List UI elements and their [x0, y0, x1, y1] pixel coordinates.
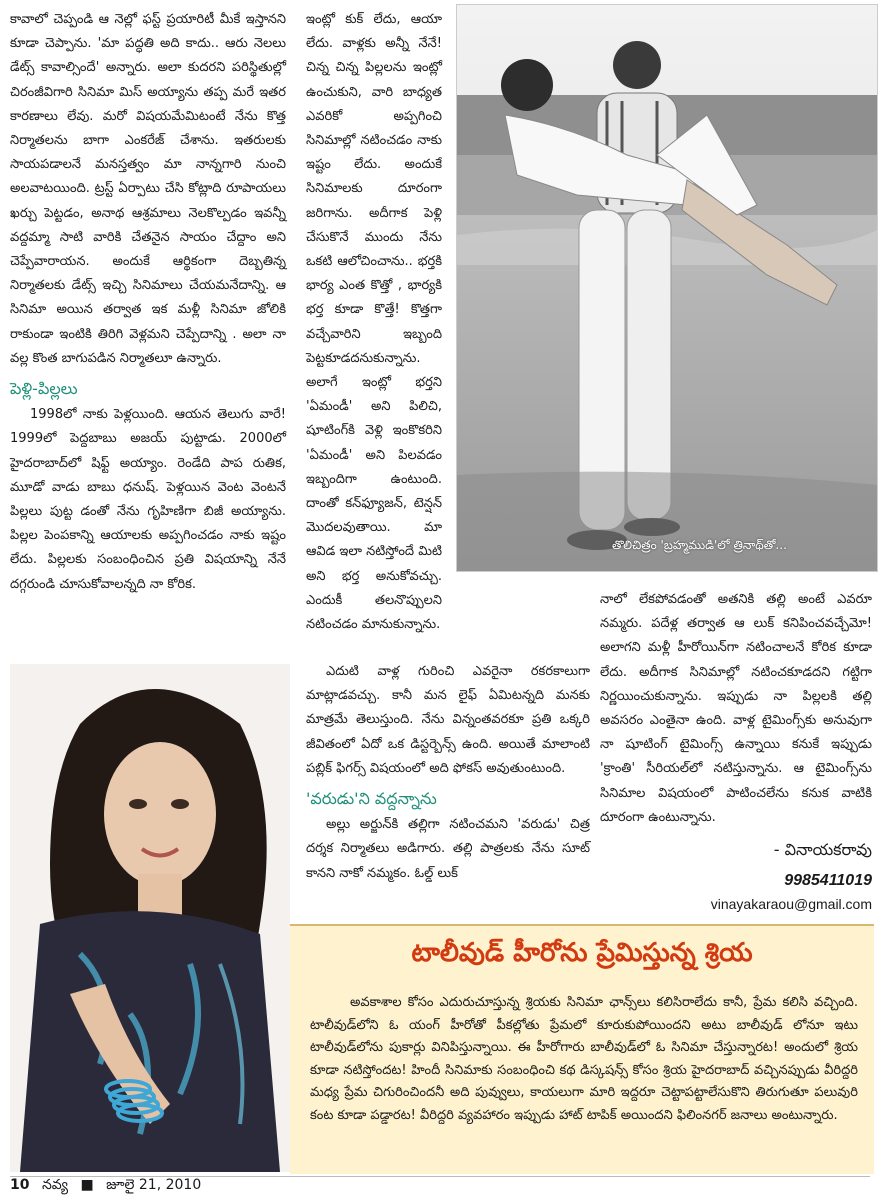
section-heading-varudu: 'వరుడు'ని వద్దన్నాను: [306, 789, 437, 809]
column-3: [600, 588, 872, 830]
col1-paragraph-2: 1998లో నాకు పెళ్లయింది. ఆయన తెలుగు వారే! 1999లో పెద్దబాబు అజయ్ పుట్టాడు. 2000లో హైదరాబాద్‌లో షిఫ్ట్ అయ్యాం. రెండేది పాప రుతిక, మూడో వాడు బాబు ధనుష్. పెళ్లయిన వెంట వెంటనే పిల్లలు పుట్ట డంతో నేను గృహిణిగా బిజీ అయ్యాను. పిల్లల పెంపకాన్ని ఆయాలకు అప్పగించడం నాకు ఇష్టం లేదు. పిల్లలకు సంబంధించిన ప్రతి విషయాన్ని నేనే దగ్గరుండి చూసుకోవాలన్నది నా కోరిక.: [10, 407, 286, 592]
section-heading-marriage: పెళ్లి-పిల్లలు: [10, 379, 78, 399]
author-email: vinayakaraou@gmail.com: [710, 896, 872, 912]
actress-photo-art: [10, 664, 290, 1172]
column-2-full: [306, 8, 442, 637]
footer-separator-icon: ■: [80, 1177, 94, 1193]
page-footer: [10, 1176, 870, 1203]
beach-photo: [456, 4, 878, 572]
column-2-lower: [306, 660, 590, 886]
author-name: - వినాయకరావు: [773, 840, 872, 859]
col3-paragraph-1: నాలో లేకపోవడంతో అతనికి తల్లి అంటే ఎవరూ నమ్మరు. పదేళ్ల తర్వాత ఆ లుక్ కనిపించవచ్చేమో! అలాగని మళ్లీ హీరోయిన్‌గా నటించాలనే కోరిక కూడా లేదు. అదీగాక సినిమాల్లో నటించకూడదని గట్టిగా నిర్ణయించుకున్నాను. ఇప్పుడు నా పిల్లలకి తల్లి అవసరం ఎంతైనా ఉంది. వాళ్ల టైమింగ్స్‌కు అనువుగా నా షూటింగ్ టైమింగ్స్ ఉన్నాయి కనుకే ఇప్పుడు 'క్రాంతి' సీరియల్‌లో నటిస్తున్నాను. ఆ టైమింగ్స్‌ను సినిమాల విషయంలో పాటించలేను కనుక వాటికి దూరంగా ఉంటున్నాను.: [600, 592, 872, 825]
col2-paragraph-3: అల్లు అర్జున్‌కి తల్లిగా నటించమని 'వరుడు' చిత్ర దర్శక నిర్మాతలు అడిగారు. తల్లి పాత్రలకు నేను సూట్ కానని నాకో నమ్మకం. ఓల్డ్ లుక్: [306, 817, 590, 881]
col2-paragraph-1: ఇంట్లో కుక్ లేదు, ఆయా లేదు. వాళ్లకు అన్నీ నేనే! చిన్న చిన్న పిల్లలను ఇంట్లో ఉంచుకుని, వారి బాధ్యత ఎవరికో అప్పగించి సినిమాల్లో నటించడం నాకు ఇష్టం లేదు. అందుకే సినిమాలకు దూరంగా జరిగాను. అదీగాక పెళ్లి చేసుకొనే ముందు నేను ఒకటి ఆలోచించాను.. భర్తకి భార్య ఎంత కొత్తో , భార్యకి భర్త కూడా కొత్తే! కొత్తగా వచ్చేవారిని ఇబ్బంది పెట్టకూడదనుకున్నాను. అలాగే ఇంట్లో భర్తని 'ఏమండీ' అని పిలిచి, షూటింగ్‌కి వెళ్లి ఇంకొకరిని 'ఏమండీ' అని పిలవడం ఇబ్బందిగా ఉంటుంది. దాంతో కన్‌ఫ్యూజన్, టెన్షన్ మొదలవుతాయి. మా ఆవిడ ఇలా నటిస్తోందే మిటి అని భర్త అనుకోవచ్చు. ఎందుకీ తలనొప్పులని నటించడం మానుకున్నాను.: [306, 12, 443, 633]
shriya-news-box: [290, 924, 874, 1174]
actress-photo: [10, 664, 290, 1172]
column-1: [10, 8, 286, 597]
beach-photo-art: [457, 5, 877, 571]
box-body: అవకాశాల కోసం ఎదురుచూస్తున్న శ్రియకు సినిమా ఛాన్స్‌లు కలిసిరాలేదు కానీ, ప్రేమ కలిసి వచ్చింది. టాలీవుడ్‌లోని ఓ యంగ్ హీరోతో పీకల్లోతు ప్రేమలో కూరుకుపోయిందని అటు బాలీవుడ్ లోనూ ఇటు టాలీవుడ్‌లోను పుకార్లు వినిపిస్తున్నాయి. ఈ హీరోగారు బాలీవుడ్‌లో ఓ సినిమా చేస్తున్నారట! అందులో శ్రియ కూడా నటిస్తోందట! హిందీ సినిమాకు సంబంధించి కథ డిస్కషన్స్ కోసం శ్రియ హైదరాబాద్ వచ్చినప్పుడు వీరిద్దరి మధ్య ప్రేమ చిగురించిందనీ అది పువ్వులు, కాయలుగా మారి ఇద్దరూ చెట్టాపట్టాలేసుకొని తిరుగుతూ పలువురి కంట కూడా పడ్డారట! వీరిద్దరి వ్యవహారం ఇప్పుడు హాట్ టాపిక్ అయిందని ఫిలింనగర్ జనాలు అంటున్నారు.: [310, 995, 858, 1123]
col1-paragraph-1: కావాలో చెప్పండి ఆ నెల్లో ఫస్ట్ ప్రయారిటీ మీకే ఇస్తానని కూడా చెప్పాను. 'మా పద్ధతి అది కాదు.. ఆరు నెలలు డేట్స్ కావాల్సిందే' అన్నారు. అలా కుదరని పరిస్థితుల్లో చిరంజీవిగారి సినిమా మిస్ అయ్యాను తప్ప మరే ఇతర కారణాలు లేవు. మరో విషయమేమిటంటే నేను కొత్త నిర్మాతలను బాగా ఎంకరేజ్ చేశాను. ఇతరులకు సాయపడాలనే మనస్తత్వం మా నాన్నగారి నుంచి అలవాటయింది. ట్రస్ట్ ఏర్పాటు చేసి కోట్లాది రూపాయలు ఖర్చు పెట్టడం, అనాథ ఆశ్రమాలు నెలకొల్పడం ఇవన్నీ వద్దమ్మా సాటి వారికి చేతనైన సాయం చేద్దాం అని చెప్పేవారాయన. అందుకే ఆర్థికంగా దెబ్బతిన్న నిర్మాతలకు డేట్స్ ఇచ్చి సినిమాలు చేయమనేదాన్ని. ఆ సినిమా అయిన తర్వాత ఇక మళ్లీ సినిమా జోలికి రాకుండా ఇంటికి తిరిగి వెళ్లమని చెప్పేదాన్ని . అలా నా వల్ల కొంత బాగుపడిన నిర్మాతలూ ఉన్నారు.: [10, 12, 286, 366]
photo-caption: తొలిచిత్రం 'బ్రహ్మముడి'లో త్రినాథ్‌తో...: [612, 538, 787, 552]
box-title: టాలీవుడ్ హీరోను ప్రేమిస్తున్న శ్రియ: [411, 938, 753, 968]
magazine-name: నవ్య: [41, 1177, 68, 1193]
page-number: 10: [10, 1177, 30, 1193]
issue-date: జూలై 21, 2010: [106, 1177, 202, 1193]
col2-paragraph-2: ఎదుటి వాళ్ల గురించి ఎవరైనా రకరకాలుగా మాట్లాడవచ్చు. కానీ మన లైఫ్ ఏమిటన్నది మనకు మాత్రమే తెలుస్తుంది. నేను విన్నంతవరకూ ప్రతి ఒక్కరి జీవితంలో ఏదో ఒక డిస్టర్బెన్స్ ఉంది. అయితే మాలాంటి పబ్లిక్ ఫిగర్స్ విషయంలో అది ఫోకస్ అవుతుంటుంది.: [306, 664, 590, 776]
author-phone: 9985411019: [784, 872, 872, 889]
